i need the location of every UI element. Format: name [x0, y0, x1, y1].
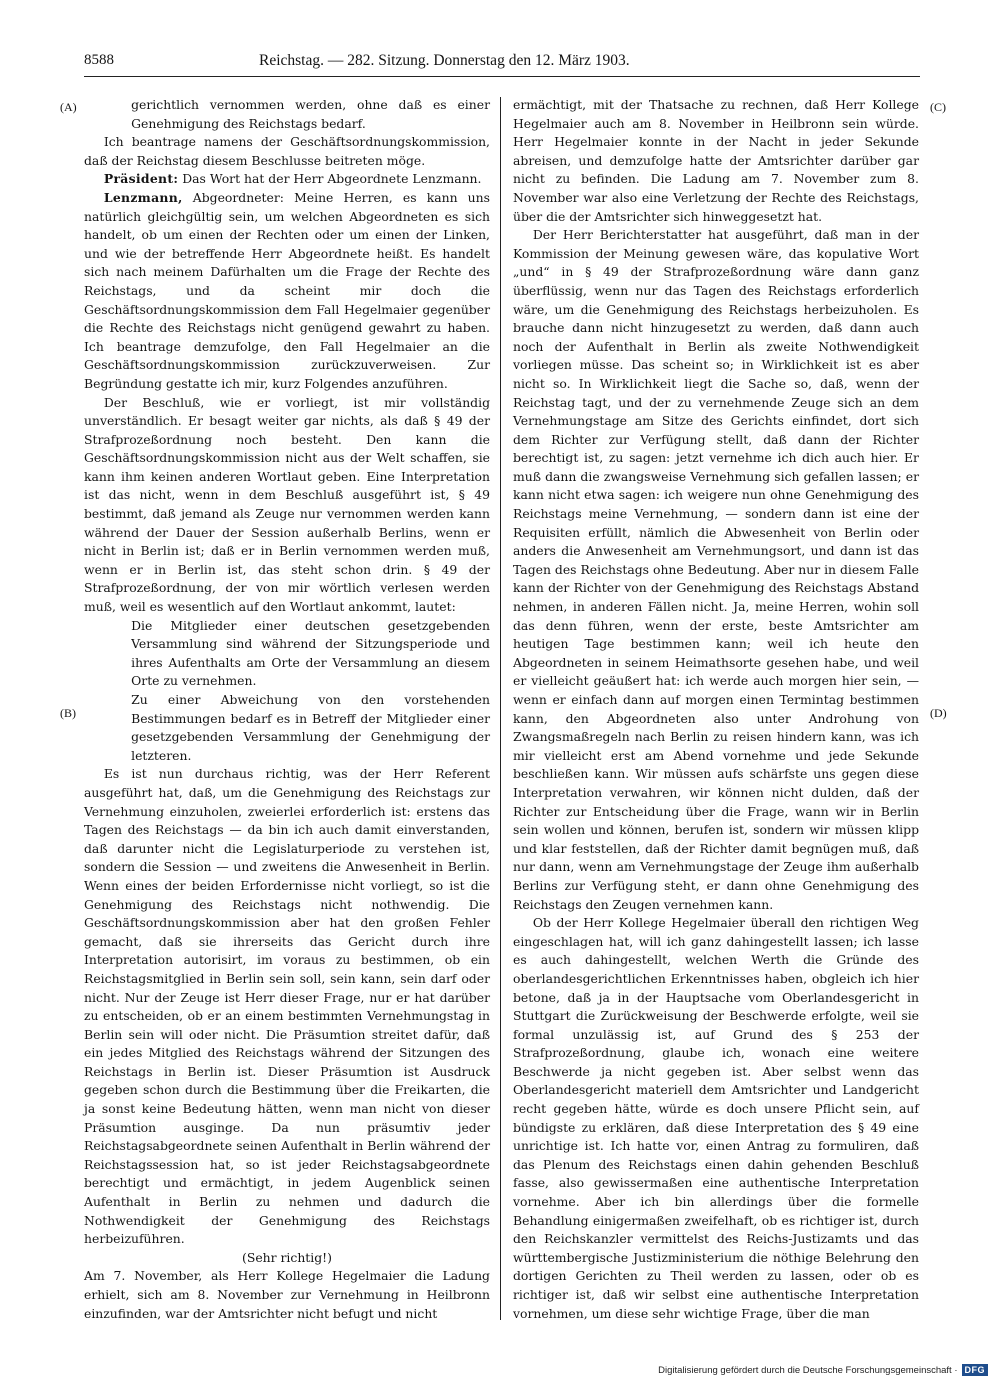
speech-text: Das Wort hat der Herr Abgeordnete Lenzmann. [182, 171, 482, 187]
paragraph: Ich beantrage namens der Geschäftsordnungskommission, daß der Reichstag diesem Beschlusse beitreten möge. [84, 134, 490, 168]
paragraph: Der Beschluß, wie er vorliegt, ist mir vollständig unverständlich. Er besagt weiter gar nichts, als daß § 49 der Strafprozeßordnung noch besteht. Den kann die Geschäftsordnungskommission nicht aus der Welt schaffen, sie kann ihm keinen anderen Wortlaut geben. Eine Interpretation ist das nicht, wenn in dem Beschluß ausgeführt ist, § 49 bestimmt, daß jemand als Zeuge nur vernommen werden kann während der Dauer der Session außerhalb Berlins, wenn er nicht in Berlin ist; daß er in Berlin vernommen werden muß, wenn er in Berlin ist, das steht schon drin. § 49 der Strafprozeßordnung, der von mir wörtlich verlesen werden muß, weil es wesentlich auf den Wortlaut ankommt, lautet: [84, 394, 490, 615]
left-column [84, 96, 490, 1323]
paragraph: Der Herr Berichterstatter hat ausgeführt, daß man in der Kommission der Meinung gewesen wäre, das kopulative Wort „und“ in § 49 der Strafprozeßordnung wäre dann ganz überflüssig, wenn nur das Tagen des Reichstags erforderlich wäre, um die Genehmigung des Reichstags herbeizuholen. Es brauche dann nicht hinzugesetzt zu werden, daß dann auch noch der Aufenthalt in Berlin als zweite Nothwendigkeit vorliegen müsse. Das scheint so; in Wirklichkeit ist es aber nicht so. In Wirklichkeit liegt die Sache so, daß, wenn der Reichstag tagt, und der zu vernehmende Zeuge sich an dem Vernehmungstage am Sitze des Gerichts einfindet, dort sich dem Richter zur Verfügung stellt, daß dann der Richter berechtigt ist, zu sagen: jetzt vernehme ich dich auch hier. Er muß dann die zwangsweise Vernehmung sich gefallen lassen; er kann nicht etwa sagen: ich weigere nun ohne Genehmigung des Reichstags meine Vernehmung, — sondern dann ist eine der Requisiten erfüllt, nämlich die Abwesenheit von Berlin oder anders die Anwesenheit am Vernehmungsort, und dann ist das Tagen des Reichstags ohne Bedeutung. Aber nur in diesem Falle kann der Richter von der Genehmigung des Reichstags Abstand nehmen, in anderen Fällen nicht. Ja, meine Herren, wohin soll das denn führen, wenn der erste, beste Amtsrichter am heutigen Tage bestimmen kann; weil ich heute den Abgeordneten in seinem Heimathsorte gesehen habe, und weil er vielleicht geäußert hat: ich werde auch morgen hier sein, — wenn er einfach dann auf morgen einen Termintag bestimmen kann, den Abgeordneten also unter Androhung von Zwangsmaßregeln nach Berlin zu reisen hindern kann, was ich mir vielleicht erst am Abend vornehme und jede Sekunde beschließen kann. Wir müssen aufs schärfste uns gegen diese Interpretation verwahren, wir können nicht dulden, daß der Richter zur Entscheidung über die Frage, wann wir in Berlin sein wollen und können, berufen ist, sondern wir müssen klipp und klar feststellen, daß der Richter damit begnügen muß, daß nur dann, wenn am Vernehmungstage der Zeuge ihm außerhalb Berlins zur Verfügung steht, er dann ohne Genehmigung des Reichstags den Zeugen vernehmen kann. [513, 227, 919, 912]
margin-marker-a: (A) [60, 100, 77, 114]
paragraph [84, 189, 490, 394]
column-divider [500, 97, 501, 1320]
speaker-name: Präsident: [103, 171, 179, 187]
paragraph: gerichtlich vernommen werden, ohne daß es einer Genehmigung des Reichstags bedarf. [131, 97, 490, 131]
margin-marker-d: (D) [930, 706, 947, 720]
right-column [513, 96, 919, 1323]
header-rule [84, 76, 920, 77]
page-number: 8588 [84, 52, 114, 68]
digitization-footer [658, 1364, 988, 1376]
paragraph: Am 7. November, als Herr Kollege Hegelmaier die Ladung erhielt, sich am 8. November zur Vernehmung in Heilbronn einzufinden, war der Amtsrichter nicht befugt und nicht [84, 1268, 490, 1321]
page-header [84, 52, 920, 74]
law-quote: Zu einer Abweichung von den vorstehenden Bestimmungen bedarf es in Betreff der Mitglieder einer gesetzgebenden Versammlung der Genehmigung der letzteren. [131, 692, 490, 763]
law-quote: Die Mitglieder einer deutschen gesetzgebenden Versammlung sind während der Sitzungsperiode und ihres Aufenthalts am Orte der Versammlung an diesem Orte zu vernehmen. [131, 617, 490, 689]
paragraph: Es ist nun durchaus richtig, was der Herr Referent ausgeführt hat, daß, um die Genehmigung des Reichstags zur Vernehmung einzuholen, zweierlei erforderlich ist: erstens das Tagen des Reichstags — da bin ich auch damit einverstanden, daß darunter nicht die Legislaturperiode zu verstehen ist, sondern die Session — und zweitens die Anwesenheit in Berlin. Wenn eines der beiden Erfordernisse nicht vorliegt, so ist die Genehmigung des Reichstags nicht nothwendig. Die Geschäftsordnungskommission aber hat den großen Fehler gemacht, daß sie ihrerseits das Gericht durch ihre Interpretation autorisirt, im voraus zu bestimmen, ob ein Reichstagsmitglied in Berlin sein soll, sein kann, sein darf oder nicht. Nur der Zeuge ist Herr dieser Frage, nur er hat darüber zu entscheiden, ob er an einem bestimmten Vernehmungstag in Berlin sein will oder nicht. Die Präsumtion streitet dafür, daß ein jedes Mitglied des Reichstags während der Sitzungen des Reichstags in Berlin ist. Dieser Präsumtion ist Ausdruck gegeben schon durch die Bestimmung über die Freikarten, die ja sonst keine Bedeutung hätten, wenn man nicht von dieser Präsumtion ausginge. Da nun präsumtiv jeder Reichstagsabgeordnete seinen Aufenthalt in Berlin während der Reichstagssession hat, so ist jeder Reichstagsabgeordnete berechtigt und ermächtigt, in jedem Augenblick seinen Aufenthalt in Berlin zu nehmen und dadurch die Nothwendigkeit der Genehmigung des Reichstags herbeizuführen. [84, 766, 490, 1247]
interjection: (Sehr richtig!) [242, 1249, 332, 1265]
paragraph [84, 170, 490, 189]
speaker-name: Lenzmann, [103, 189, 183, 205]
margin-marker-c: (C) [930, 100, 946, 114]
paragraph: ermächtigt, mit der Thatsache zu rechnen, daß Herr Kollege Hegelmaier auch am 8. November in Heilbronn sein würde. Herr Hegelmaier konnte in der Nacht in jeder Sekunde abreisen, und demzufolge hatte der Amtsrichter darüber gar nicht zu befinden. Die Ladung am 7. November zum 8. November war also eine Verletzung der Rechte des Reichstags, über die der Amtsrichter sich hinweggesetzt hat. [513, 97, 919, 224]
dfg-logo-icon: DFG [962, 1364, 989, 1376]
margin-marker-b: (B) [60, 706, 76, 720]
footer-text: Digitalisierung gefördert durch die Deutsche Forschungsgemeinschaft · [658, 1364, 958, 1376]
paragraph: Ob der Herr Kollege Hegelmaier überall den richtigen Weg eingeschlagen hat, will ich ganz dahingestellt lassen; ich lasse es auch dahingestellt, welchen Werth die Gründe des oberlandesgerichtlichen Erkenntnisses haben, obgleich ich hier betone, daß ja in der Hauptsache vom Oberlandesgericht in Stuttgart die Zurückweisung der Beschwerde erfolgte, weil sie formal unzulässig ist, auf Grund des § 253 der Strafprozeßordnung, glaube ich, wonach eine weitere Beschwerde ja nicht gegeben ist. Aber selbst wenn das Oberlandesgericht materiell dem Amtsrichter und Landgericht recht gegeben hätte, würde es doch unsere Pflicht sein, auf bündigste zu erklären, daß diese Interpretation des § 49 eine unrichtige ist. Ich hatte vor, einen Antrag zu formuliren, daß das Plenum des Reichstags einen dahin gehenden Beschluß fasse, also gewissermaßen eine authentische Interpretation vornehme. Aber ich bin allerdings über die formelle Behandlung einigermaßen zweifelhaft, ob es richtiger ist, durch den Reichskanzler vermittelst des Reichs-Justizamts und das württembergische Justizministerium die nöthige Belehrung den dortigen Gerichten zu Theil werden zu lassen, oder ob es richtiger ist, daß wir selbst eine authentische Interpretation vornehmen, um diese sehr wichtige Frage, über die man [513, 915, 919, 1321]
running-title: Reichstag. — 282. Sitzung. Donnerstag den 12. März 1903. [259, 52, 630, 69]
speech-text: Abgeordneter: Meine Herren, es kann uns natürlich gleichgültig sein, um welchen Abgeordneten es sich handelt, ob um einen der Rechten oder um einen der Linken, und wie der betreffende Herr Abgeordnete heißt. Es handelt sich nach meinem Dafürhalten um die Frage der Rechte des Reichstags, und da scheint mir doch die Geschäftsordnungskommission dem Fall Hegelmaier gegenüber die Rechte des Reichstags nicht genügend gewahrt zu haben. Ich beantrage demzufolge, den Fall Hegelmaier an die Geschäftsordnungskommission zurückzuverweisen. Zur Begründung gestatte ich mir, kurz Folgendes anzuführen. [84, 189, 490, 391]
